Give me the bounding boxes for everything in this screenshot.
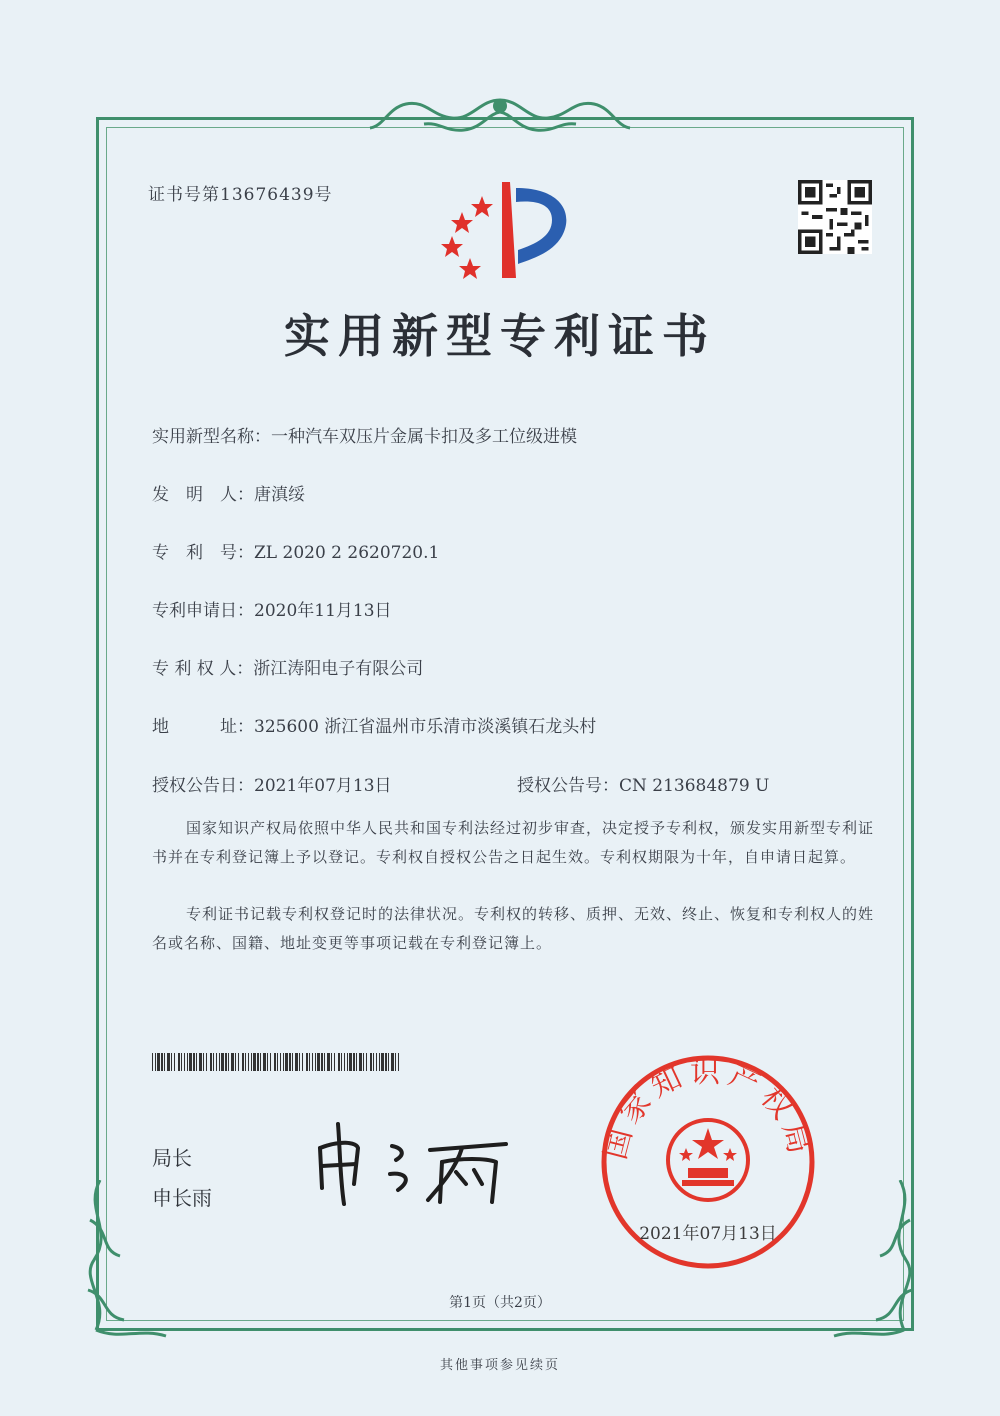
- inventor-row: [152, 480, 305, 505]
- grant-number-label: 授权公告号：: [517, 776, 619, 796]
- grant-number-row: [517, 771, 769, 796]
- certificate-title: 实用新型专利证书: [284, 309, 716, 363]
- certificate-number: 证书号第13676439号: [148, 185, 333, 205]
- grant-number-value: CN 213684879 U: [619, 776, 770, 796]
- utility-model-name-row: [152, 422, 577, 447]
- qr-code: [798, 180, 872, 254]
- patentee-row: [152, 654, 423, 679]
- address-label: 地 址：: [152, 717, 254, 737]
- grant-date-row: [152, 771, 392, 796]
- filing-date-row: [152, 596, 392, 621]
- utility-model-name-label: 实用新型名称：: [152, 427, 271, 447]
- patent-number-label: 专 利 号：: [152, 543, 254, 563]
- filing-date-label: 专利申请日：: [152, 601, 254, 621]
- inventor-value: 唐滇绥: [254, 485, 305, 505]
- top-ornament: [360, 92, 640, 142]
- utility-model-name-value: 一种汽车双压片金属卡扣及多工位级进模: [271, 427, 577, 447]
- inventor-label: 发 明 人：: [152, 485, 254, 505]
- director-name: 申长雨: [152, 1186, 212, 1210]
- grant-date-value: 2021年07月13日: [254, 776, 392, 796]
- patentee-value: 浙江涛阳电子有限公司: [253, 659, 424, 679]
- grant-date-label: 授权公告日：: [152, 776, 254, 796]
- patent-number-row: [152, 538, 439, 563]
- page-number: 第1页（共2页）: [449, 1295, 551, 1311]
- director-signature: [310, 1118, 520, 1208]
- svg-text:国家知识产权局: 国家知识产权局: [598, 1055, 818, 1163]
- decision-paragraph: 国家知识产权局依照中华人民共和国专利法经过初步审查，决定授予专利权，颁发实用新型专利证书并在专利登记簿上予以登记。专利权自授权公告之日起生效。专利权期限为十年，自申请日起算。: [152, 819, 875, 866]
- barcode: [152, 1053, 404, 1071]
- address-value: 325600 浙江省温州市乐清市淡溪镇石龙头村: [254, 717, 597, 737]
- filing-date-value: 2020年11月13日: [254, 601, 392, 621]
- patent-number-value: ZL 2020 2 2620720.1: [254, 543, 440, 563]
- cnipa-logo: [432, 178, 582, 288]
- bottom-right-ornament: [830, 1180, 920, 1350]
- legal-status-paragraph: 专利证书记载专利权登记时的法律状况。专利权的转移、质押、无效、终止、恢复和专利权人的姓名或名称、国籍、地址变更等事项记载在专利登记簿上。: [152, 905, 875, 952]
- director-title: 局长: [152, 1146, 192, 1170]
- footer-note: 其他事项参见续页: [439, 1358, 560, 1373]
- patentee-label: 专 利 权 人：: [152, 659, 254, 679]
- seal-date: 2021年07月13日: [639, 1224, 777, 1244]
- address-row: [152, 712, 596, 737]
